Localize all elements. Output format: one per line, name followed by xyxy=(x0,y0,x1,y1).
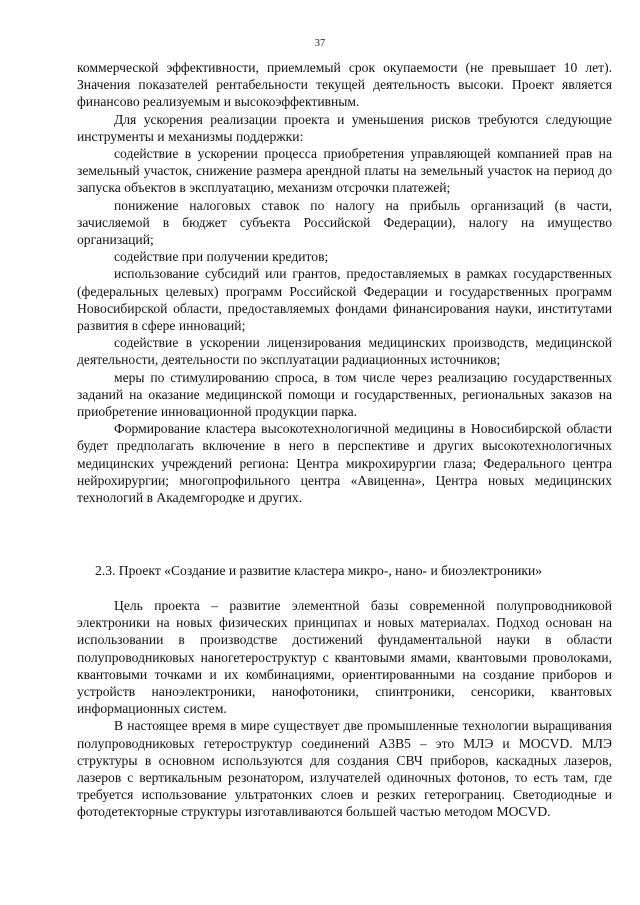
list-item: меры по стимулированию спроса, в том числе через реализацию государственных заданий на оказание медицинской помощи и государственных, региональных заказов на приобретение инновационной продукции парка. xyxy=(77,369,612,420)
paragraph: Для ускорения реализации проекта и уменьшения рисков требуются следующие инструменты и механизмы поддержки: xyxy=(77,111,612,144)
list-item: содействие в ускорении лицензирования медицинских производств, медицинской деятельности, деятельности по эксплуатации радиационных источников; xyxy=(77,335,612,368)
paragraph: Цель проекта – развитие элементной базы современной полупроводниковой электроники на новых физических принципах и новых материалах. Подход основан на использовании в производстве достижений фундаментальной науки в области полупроводниковых наногетероструктур с квантовыми ямами, квантовыми проволоками, квантовыми точками и их комбинациями, ориентированными на создание приборов и устройств наноэлектроники, нанофотоники, спинтроники, сенсорики, квантовых информационных систем. xyxy=(77,598,612,717)
list-item: использование субсидий или грантов, предоставляемых в рамках государственных (федеральных целевых) программ Российской Федерации и государственных программ Новосибирской области, предоставляемых фондами финансирования науки, институтами развития в сфере инноваций; xyxy=(77,266,612,334)
page-number: 37 xyxy=(314,38,326,49)
section-heading: 2.3. Проект «Создание и развитие кластера микро-, нано- и биоэлектроники» xyxy=(95,563,543,578)
list-item: понижение налоговых ставок по налогу на прибыль организаций (в части, зачисляемой в бюджет субъекта Российской Федерации), налогу на имущество организаций; xyxy=(77,197,612,248)
paragraph: В настоящее время в мире существует две промышленные технологии выращивания полупроводниковых гетероструктур соединений А3В5 – это МЛЭ и MOCVD. МЛЭ структуры в основном используются для создания СВЧ приборов, каскадных лазеров, лазеров с вертикальным резонатором, излучателей одиночных фотонов, то есть там, где требуется использование ультратонких слоев и резких гетерограниц. Светодиодные и фотодетекторные структуры изготавливаются большей частью методом MOCVD. xyxy=(77,718,612,820)
list-item: содействие при получении кредитов; xyxy=(114,249,329,265)
paragraph: Формирование кластера высокотехнологичной медицины в Новосибирской области будет предполагать включение в него в перспективе и других высокотехнологичных медицинских учреждений региона: Центра микрохирургии глаза; Федерального центра нейрохирургии; многопрофильного центра «Авиценна», Центра новых медицинских технологий в Академгородке и других. xyxy=(77,421,612,506)
text-block-1 xyxy=(77,59,612,506)
text-block-2 xyxy=(77,597,612,821)
list-item: содействие в ускорении процесса приобретения управляющей компанией прав на земельный участок, снижение размера арендной платы на земельный участок на период до запуска объектов в эксплуатацию, механизм отсрочки платежей; xyxy=(77,146,612,196)
paragraph: коммерческой эффективности, приемлемый срок окупаемости (не превышает 10 лет). Значения показателей рентабельности текущей деятельность высоки. Проект является финансово реализуемым и высокоэффективным. xyxy=(77,60,612,110)
